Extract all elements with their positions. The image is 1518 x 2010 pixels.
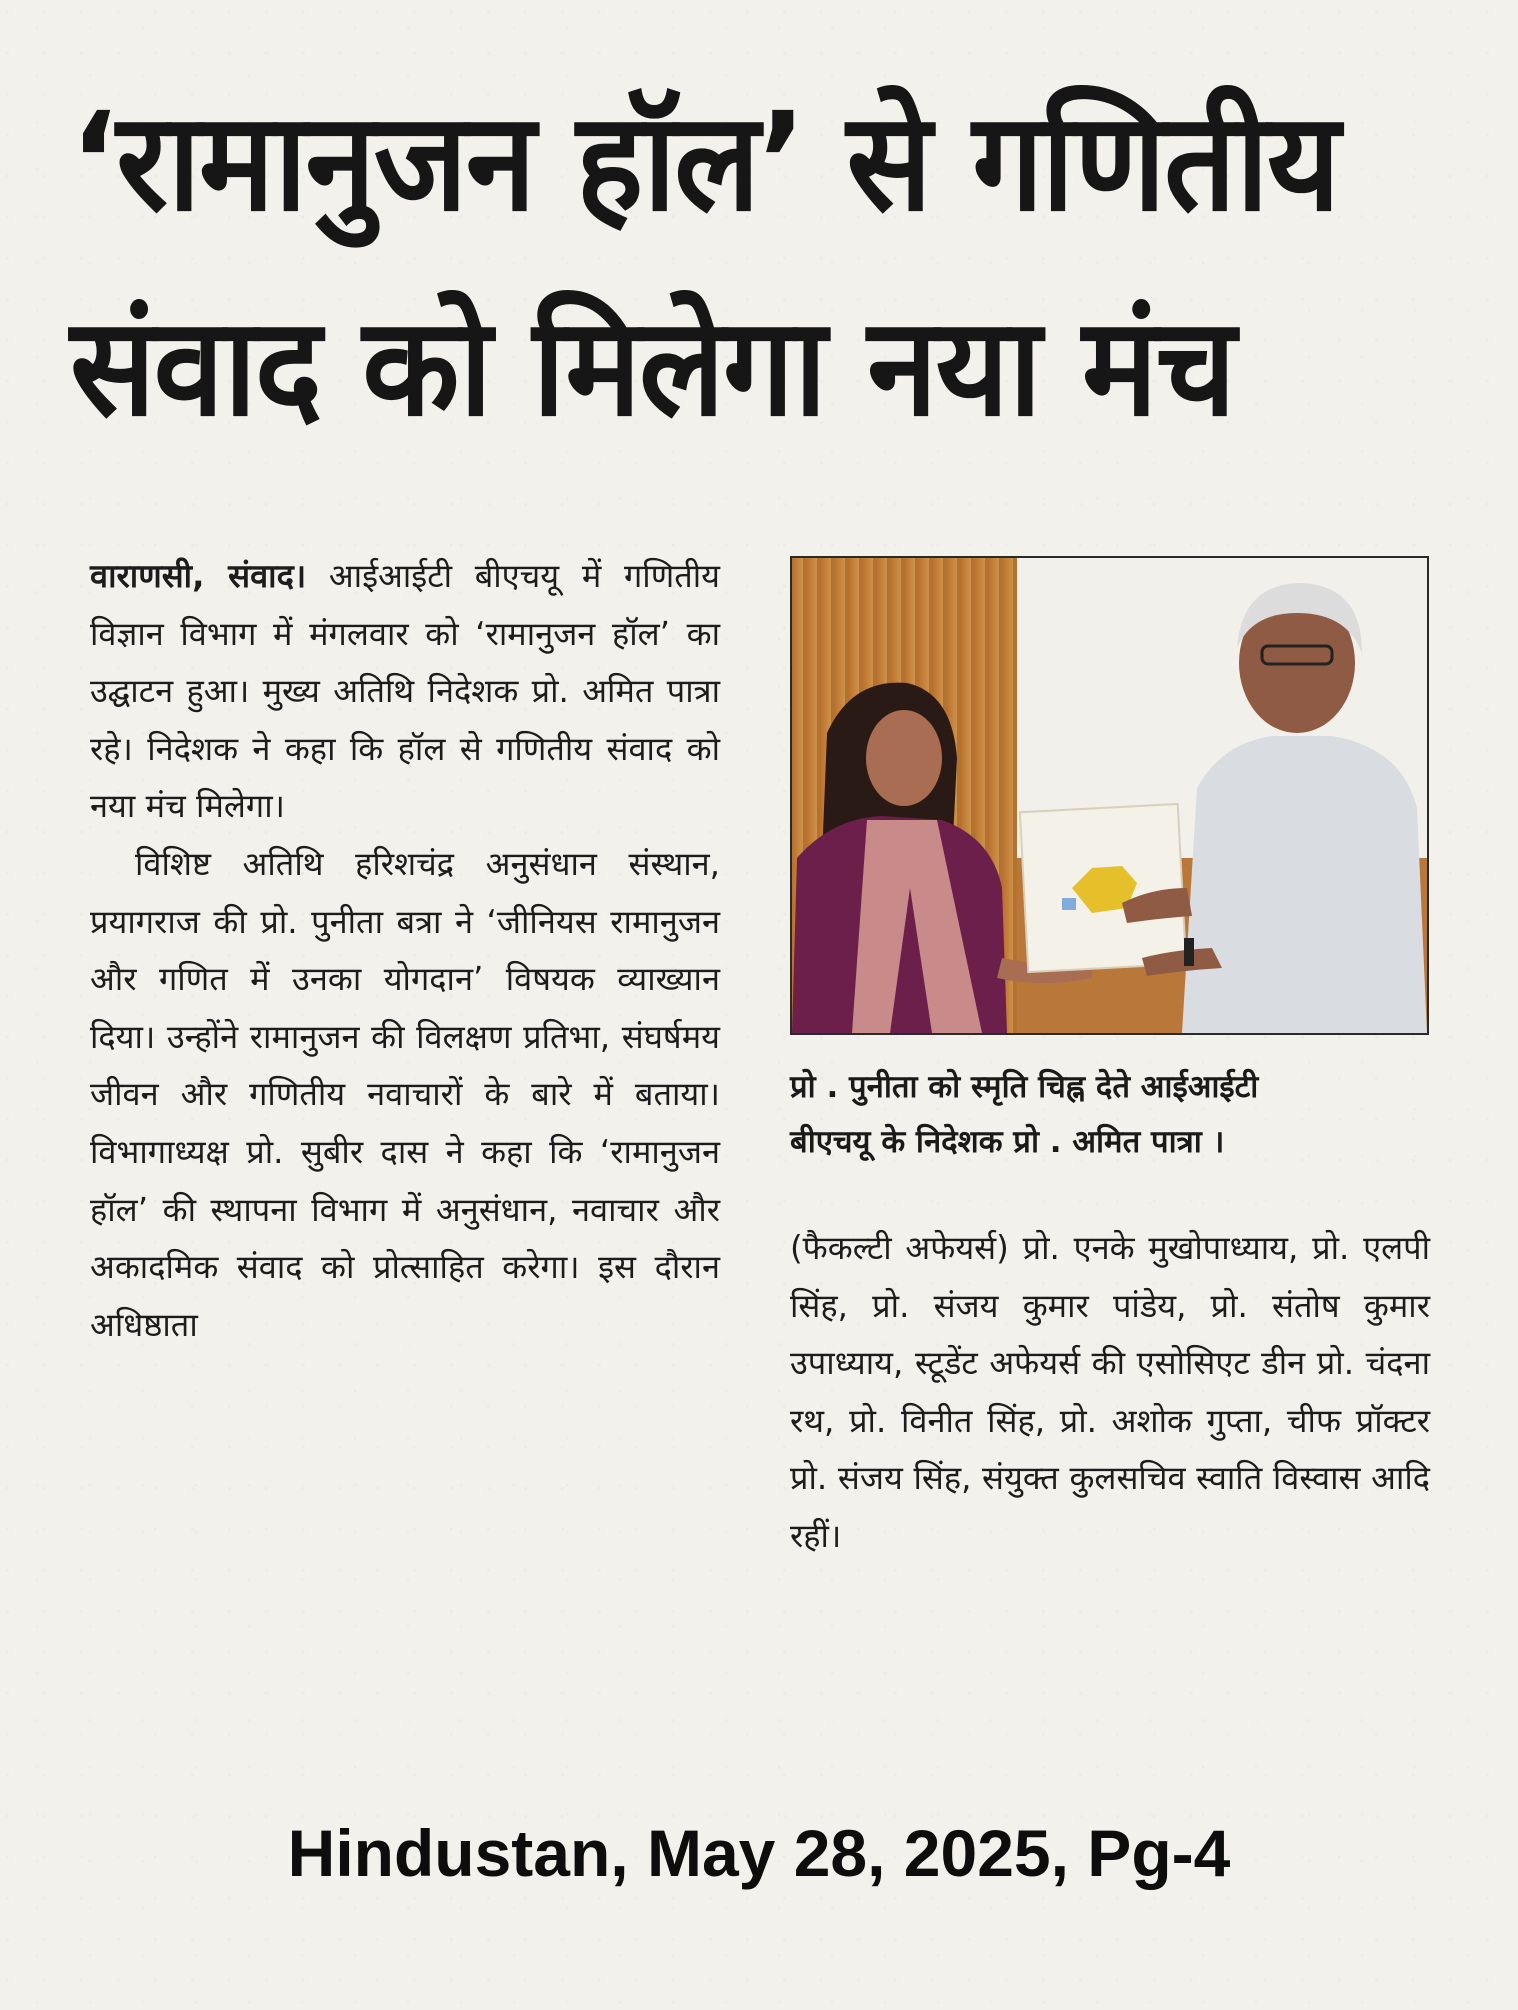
article-column-right [790, 1220, 1430, 1566]
photo-caption [790, 1060, 1430, 1170]
article-paragraph-1 [90, 548, 720, 836]
headline-line-2: संवाद को मिलेगा नया मंच [70, 289, 1235, 447]
article-paragraph-2: विशिष्ट अतिथि हरिशचंद्र अनुसंधान संस्थान, प्रयागराज की प्रो. पुनीता बत्रा ने ‘जीनियस रामानुजन और गणित में उनका योगदान’ विषयक व्याख्यान दिया। उन्होंने रामानुजन की विलक्षण प्रतिभा, संघर्षमय जीवन और गणितीय नवाचारों के बारे में बताया। विभागाध्यक्ष प्रो. सुबीर दास ने कहा कि ‘रामानुजन हॉल’ की स्थापना विभाग में अनुसंधान, नवाचार और अकादमिक संवाद को प्रोत्साहित करेगा। इस दौरान अधिष्ठाता [90, 844, 720, 1344]
paragraph-1-text: आईआईटी बीएचयू में गणितीय विज्ञान विभाग में मंगलवार को ‘रामानुजन हॉल’ का उद्घाटन हुआ। मुख्य अतिथि निदेशक प्रो. अमित पात्रा रहे। निदेशक ने कहा कि हॉल से गणितीय संवाद को नया मंच मिलेगा। [90, 557, 720, 826]
headline-line-1: ‘रामानुजन हॉल’ से गणितीय [70, 84, 1339, 242]
news-photo [790, 556, 1429, 1035]
caption-line-1: प्रो . पुनीता को स्मृति चिह्न देते आईआईटी [790, 1069, 1259, 1105]
dateline: वाराणसी, संवाद। [90, 557, 307, 595]
woman-face [866, 710, 942, 806]
article-column-left [90, 548, 720, 1354]
photo-illustration [792, 558, 1427, 1033]
source-citation: Hindustan, May 28, 2025, Pg-4 [287, 1816, 1231, 1890]
man-shirt [1182, 736, 1427, 1033]
article-paragraph-3: (फैकल्टी अफेयर्स) प्रो. एनके मुखोपाध्याय, प्रो. एलपी सिंह, प्रो. संजय कुमार पांडेय, प्रो. संतोष कुमार उपाध्याय, स्टूडेंट अफेयर्स की एसोसिएट डीन प्रो. चंदना रथ, प्रो. विनीत सिंह, प्रो. अशोक गुप्ता, चीफ प्रॉक्टर प्रो. संजय सिंह, संयुक्त कुलसचिव स्वाति विस्वास आदि रहीं। [790, 1229, 1430, 1555]
caption-line-2: बीएचयू के निदेशक प्रो . अमित पात्रा । [790, 1124, 1225, 1160]
